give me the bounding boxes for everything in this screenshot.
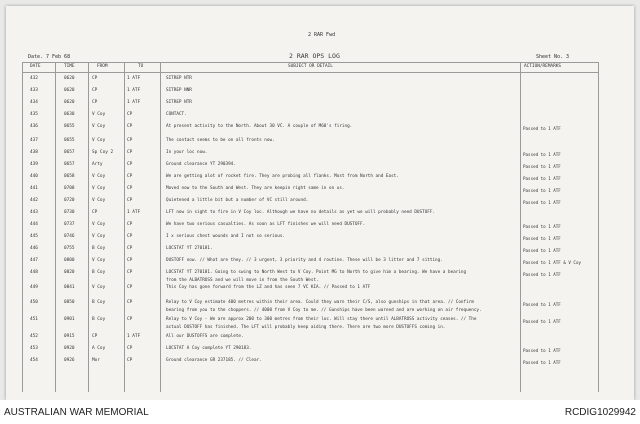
row-from: V Coy	[92, 234, 106, 239]
sheet-value: 3	[566, 54, 570, 60]
row-from: V Coy	[92, 112, 106, 117]
date-label: Date.	[28, 54, 44, 60]
row-subject-line: This Coy has gone forward from the LZ and has seen 7 VC KIA. // Passed to 1 ATF	[166, 285, 371, 290]
row-subject-line: SITREP NNR	[166, 88, 192, 93]
col-header-action: ACTION/REMARKS	[524, 64, 562, 69]
row-serial: 447	[30, 258, 38, 263]
row-serial: 432	[30, 76, 38, 81]
row-to: CP	[127, 162, 133, 167]
row-from: Arty	[92, 162, 103, 167]
row-action: Passed to 1 ATF	[523, 152, 561, 157]
row-time: 0746	[64, 234, 75, 239]
row-time: 0850	[64, 300, 75, 305]
row-serial: 449	[30, 285, 38, 290]
row-to: CP	[127, 346, 133, 351]
header-bottom-rule	[22, 72, 598, 73]
row-subject-line: Ground clearance GR 237185. // Clear.	[166, 358, 262, 363]
row-to: CP	[127, 246, 133, 251]
row-subject-line: The contact seems to be on all fronts now.	[166, 138, 275, 143]
row-from: CP	[92, 88, 98, 93]
row-from: CP	[92, 210, 98, 215]
row-to: CP	[127, 198, 133, 203]
row-time: 0737	[64, 222, 75, 227]
row-time: 0800	[64, 258, 75, 263]
row-time: 0920	[64, 346, 75, 351]
row-subject-line: bearing from you to the choppers. // 4000 from V Coy to me. // Gunships have been warned and are working on air frequency.	[166, 308, 482, 313]
row-time: 0620	[64, 88, 75, 93]
row-serial: 452	[30, 334, 38, 339]
row-serial: 453	[30, 346, 38, 351]
row-serial: 444	[30, 222, 38, 227]
row-from: V Coy	[92, 124, 106, 129]
row-from: V Coy	[92, 285, 106, 290]
row-to: 1 ATF	[127, 100, 141, 105]
row-subject-line: CONTACT.	[166, 112, 187, 117]
row-serial: 433	[30, 88, 38, 93]
row-action: Passed to 1 ATF	[523, 272, 561, 277]
row-to: CP	[127, 112, 133, 117]
row-subject-line: SITREP NTR	[166, 100, 192, 105]
row-action: Passed to 1 ATF	[523, 164, 561, 169]
row-time: 0926	[64, 358, 75, 363]
row-to: CP	[127, 150, 133, 155]
row-subject-line: DUSTOFF now. // What are they. // 3 urgent, 3 priority and 4 routine. These will be 3 litter and 7 sitting.	[166, 258, 443, 263]
row-to: 1 ATF	[127, 76, 141, 81]
row-to: CP	[127, 270, 133, 275]
row-from: V Coy	[92, 222, 106, 227]
row-action: Passed to 1 ATF & V Coy	[523, 260, 581, 265]
archive-footer	[0, 400, 640, 424]
row-subject-line: from the ALBATROSS and we will move in from the South West.	[166, 278, 319, 283]
row-action: Passed to 1 ATF	[523, 224, 561, 229]
log-title: 2 RAR OPS LOG	[289, 52, 340, 60]
column-rule	[520, 62, 521, 392]
row-serial: 439	[30, 162, 38, 167]
unit-label: 2 RAR Fwd	[308, 32, 336, 38]
row-time: 0901	[64, 317, 75, 322]
row-subject-line: I x serious chest wounds and I not so serious.	[166, 234, 285, 239]
row-from: B Coy	[92, 300, 106, 305]
row-from: V Coy	[92, 138, 106, 143]
row-serial: 440	[30, 174, 38, 179]
row-to: CP	[127, 258, 133, 263]
row-time: 0658	[64, 174, 75, 179]
row-from: CP	[92, 334, 98, 339]
row-time: 0720	[64, 198, 75, 203]
row-time: 0630	[64, 112, 75, 117]
row-serial: 454	[30, 358, 38, 363]
row-action: Passed to 1 ATF	[523, 236, 561, 241]
row-to: CP	[127, 300, 133, 305]
row-time: 0820	[64, 270, 75, 275]
footer-record-id: RCDIG1029942	[564, 407, 636, 418]
row-time: 0620	[64, 100, 75, 105]
row-to: 1 ATF	[127, 88, 141, 93]
row-subject-line: SITREP NTR	[166, 76, 192, 81]
row-serial: 448	[30, 270, 38, 275]
row-subject-line: LOCSTAT YT 270181.	[166, 246, 213, 251]
row-time: 0730	[64, 210, 75, 215]
row-to: CP	[127, 317, 133, 322]
row-serial: 435	[30, 112, 38, 117]
row-serial: 441	[30, 186, 38, 191]
row-from: V Coy	[92, 186, 106, 191]
row-to: CP	[127, 222, 133, 227]
row-from: CP	[92, 100, 98, 105]
row-subject-line: Quietened a little bit but a number of VC still around.	[166, 198, 309, 203]
row-to: 1 ATF	[127, 210, 141, 215]
footer-institution: AUSTRALIAN WAR MEMORIAL	[4, 407, 149, 418]
row-subject-line: We have two serious casualties. As soon as LFT finishes we will need DUSTOFF.	[166, 222, 366, 227]
row-serial: 443	[30, 210, 38, 215]
row-from: B Coy	[92, 270, 106, 275]
row-subject-line: actual DUSTOFF has finished. The LFT will probably keep aiding there. There are two more DUSTOFFS coming in.	[166, 325, 446, 330]
row-time: 0657	[64, 162, 75, 167]
row-action: Passed to 1 ATF	[523, 126, 561, 131]
row-subject-line: All our DUSTOFFS are complete.	[166, 334, 244, 339]
row-to: 1 ATF	[127, 334, 141, 339]
row-subject-line: LOCSTAT YT 270181. Going to swing to North West to V Coy. Point MG to North to give him a bearing. We have a bearing	[166, 270, 467, 275]
row-serial: 445	[30, 234, 38, 239]
row-serial: 450	[30, 300, 38, 305]
row-serial: 437	[30, 138, 38, 143]
col-header-to: TO	[138, 64, 144, 69]
row-from: V Coy	[92, 198, 106, 203]
row-from: V Coy	[92, 174, 106, 179]
row-action: Passed to 1 ATF	[523, 200, 561, 205]
row-to: CP	[127, 186, 133, 191]
row-from: V Coy	[92, 258, 106, 263]
col-header-subject: SUBJECT OR DETAIL	[288, 64, 333, 69]
row-action: Passed to 1 ATF	[523, 302, 561, 307]
row-subject-line: At present activity to the North. About 30 VC. A couple of M60's firing.	[166, 124, 353, 129]
row-to: CP	[127, 138, 133, 143]
row-to: CP	[127, 174, 133, 179]
row-subject-line: Relay to V Coy - We are approx 200 to 300 metres from their loc. Will stay there until ALBATROSS activity ceases. // The	[166, 317, 477, 322]
date-value: 7 Feb 68	[46, 54, 71, 60]
row-action: Passed to 1 ATF	[523, 319, 561, 324]
row-serial: 446	[30, 246, 38, 251]
col-header-date: DATE	[30, 64, 41, 69]
row-to: CP	[127, 285, 133, 290]
row-from: B Coy	[92, 317, 106, 322]
row-subject-line: We are getting alot of rocket fire. They are probing all flanks. Most from North and East.	[166, 174, 399, 179]
row-subject-line: Moved now to the South and West. They are keepin right same in on us.	[166, 186, 345, 191]
row-serial: 442	[30, 198, 38, 203]
row-time: 0655	[64, 138, 75, 143]
row-to: CP	[127, 124, 133, 129]
row-subject-line: In your loc now.	[166, 150, 208, 155]
column-rule	[88, 62, 89, 392]
row-time: 0708	[64, 186, 75, 191]
row-from: B Coy	[92, 246, 106, 251]
column-rule	[598, 62, 599, 392]
sheet-label: Sheet No.	[536, 54, 564, 60]
row-action: Passed to 1 ATF	[523, 188, 561, 193]
row-subject-line: LOCSTAT A Coy complete YT 290183.	[166, 346, 252, 351]
row-action: Passed to 1 ATF	[523, 348, 561, 353]
row-serial: 451	[30, 317, 38, 322]
row-time: 0755	[64, 246, 75, 251]
row-serial: 436	[30, 124, 38, 129]
row-from: Mor	[92, 358, 100, 363]
row-time: 0657	[64, 150, 75, 155]
row-from: Sp Coy 2	[92, 150, 114, 155]
row-subject-line: LFT now in sight to fire in V Coy loc. Although we have no details as yet we will probably need DUSTOFF.	[166, 210, 436, 215]
row-time: 0620	[64, 76, 75, 81]
row-time: 0655	[64, 124, 75, 129]
row-time: 0841	[64, 285, 75, 290]
row-to: CP	[127, 358, 133, 363]
row-serial: 438	[30, 150, 38, 155]
column-rule	[22, 62, 23, 392]
row-time: 0915	[64, 334, 75, 339]
table-top-rule	[22, 62, 598, 63]
column-rule	[124, 62, 125, 392]
row-serial: 434	[30, 100, 38, 105]
row-action: Passed to 1 ATF	[523, 360, 561, 365]
column-rule	[55, 62, 56, 392]
row-from: A Coy	[92, 346, 106, 351]
row-action: Passed to 1 ATF	[523, 248, 561, 253]
row-action: Passed to 1 ATF	[523, 176, 561, 181]
row-subject-line: Ground clearance YT 290394.	[166, 162, 236, 167]
column-rule	[160, 62, 161, 392]
col-header-from: FROM	[97, 64, 108, 69]
row-subject-line: Relay to V Coy estimate 400 metres within their area. Could they warn their C/S, also gunships in that area. // Confirm	[166, 300, 474, 305]
row-to: CP	[127, 234, 133, 239]
col-header-time: TIME	[64, 64, 75, 69]
row-from: CP	[92, 76, 98, 81]
